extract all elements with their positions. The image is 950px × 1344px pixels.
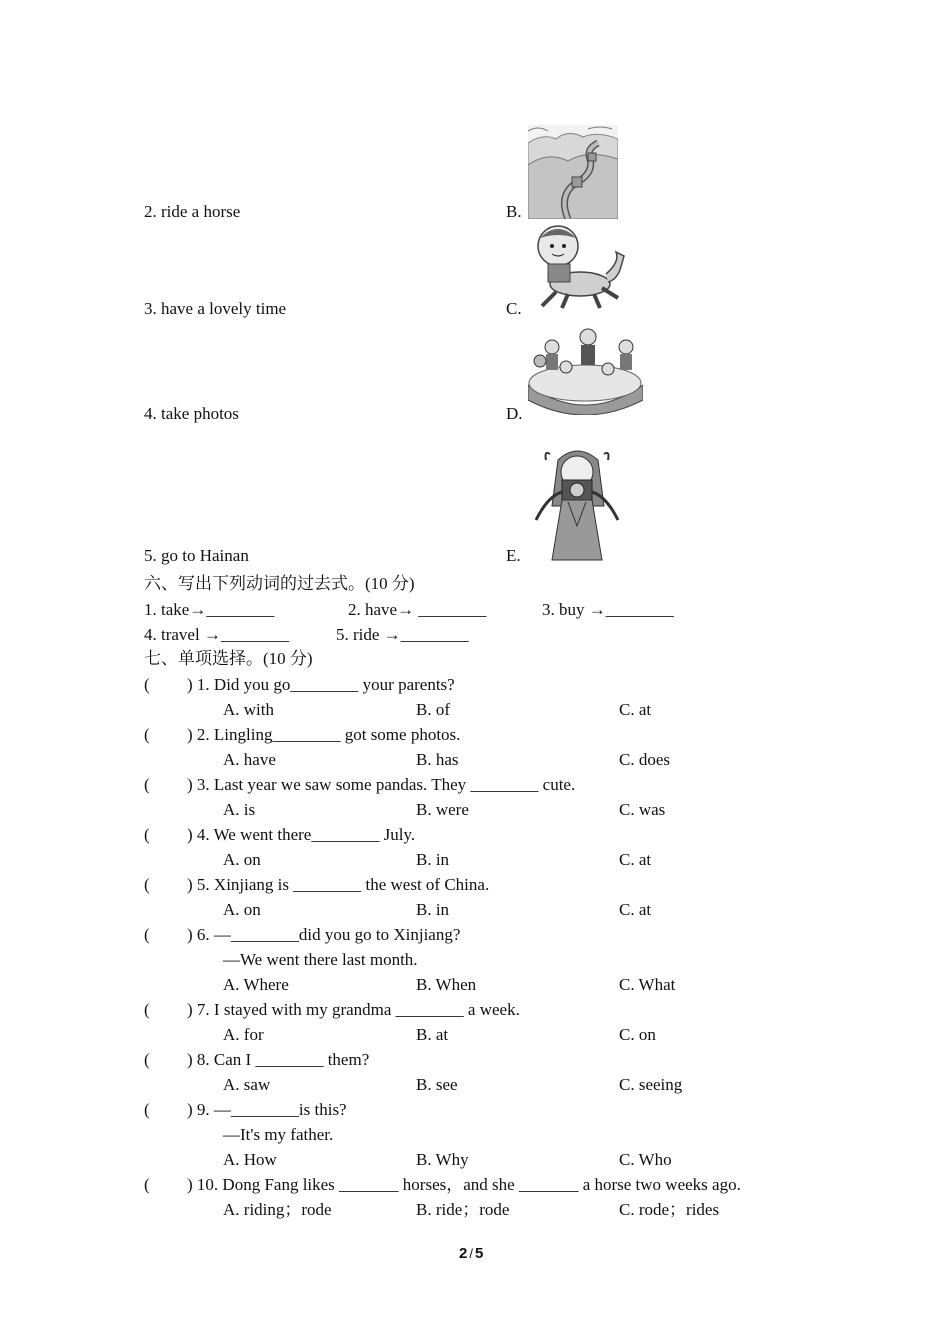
section-title: 七、单项选择。(10 分) (144, 649, 313, 668)
page-number (459, 1244, 483, 1264)
matching-letter: B. (506, 202, 522, 221)
page-separator: / (469, 1246, 473, 1261)
option-c: C. at (619, 900, 652, 919)
answer-bracket[interactable]: ( (144, 1175, 150, 1194)
answer-bracket[interactable]: ( (144, 1050, 150, 1069)
option-b: B. When (416, 975, 477, 994)
matching-phrase: 4. take photos (144, 404, 239, 423)
option-c: C. does (619, 750, 670, 769)
option-a: A. riding；rode (223, 1200, 332, 1219)
answer-bracket[interactable]: ( (144, 925, 150, 944)
past-tense-item: 3. buy →________ (542, 600, 674, 619)
option-c: C. was (619, 800, 666, 819)
question-reply: —We went there last month. (223, 950, 418, 969)
option-b: B. at (416, 1025, 449, 1044)
option-a: A. for (223, 1025, 264, 1044)
option-a: A. on (223, 850, 261, 869)
matching-phrase: 5. go to Hainan (144, 546, 249, 565)
option-b: B. were (416, 800, 469, 819)
page-total: 5 (474, 1245, 484, 1262)
option-b: B. Why (416, 1150, 469, 1169)
question-stem: ) 5. Xinjiang is ________ the west of China. (187, 875, 490, 894)
girl-taking-photo-image (528, 446, 626, 562)
option-c: C. at (619, 850, 652, 869)
past-tense-item: 1. take→________ (144, 600, 275, 619)
option-b: B. of (416, 700, 450, 719)
question-stem: ) 4. We went there________ July. (187, 825, 416, 844)
past-tense-item: 4. travel →________ (144, 625, 289, 644)
option-c: C. rode；rides (619, 1200, 720, 1219)
option-b: B. see (416, 1075, 458, 1094)
past-tense-item: 2. have→ ________ (348, 600, 487, 619)
option-c: C. at (619, 700, 652, 719)
question-stem: ) 10. Dong Fang likes _______ horses，and she _______ a horse two weeks ago. (187, 1175, 741, 1194)
answer-bracket[interactable]: ( (144, 1100, 150, 1119)
option-b: B. in (416, 900, 450, 919)
option-a: A. Where (223, 975, 289, 994)
answer-bracket[interactable]: ( (144, 725, 150, 744)
matching-phrase: 3. have a lovely time (144, 299, 287, 318)
option-c: C. What (619, 975, 676, 994)
option-a: A. with (223, 700, 274, 719)
option-a: A. have (223, 750, 276, 769)
page-current: 2 (459, 1245, 468, 1262)
question-stem: ) 1. Did you go________ your parents? (187, 675, 455, 694)
section-title: 六、写出下列动词的过去式。(10 分) (144, 574, 415, 593)
great-wall-image (528, 125, 618, 219)
matching-phrase: 2. ride a horse (144, 202, 241, 221)
question-reply: —It's my father. (223, 1125, 334, 1144)
question-stem: ) 8. Can I ________ them? (187, 1050, 370, 1069)
past-tense-item: 5. ride →________ (336, 625, 469, 644)
question-stem: ) 2. Lingling________ got some photos. (187, 725, 461, 744)
answer-bracket[interactable]: ( (144, 1000, 150, 1019)
option-c: C. Who (619, 1150, 672, 1169)
answer-bracket[interactable]: ( (144, 825, 150, 844)
option-b: B. ride；rode (416, 1200, 510, 1219)
boy-riding-horse-image (528, 222, 626, 310)
question-stem: ) 9. —________is this? (187, 1100, 347, 1119)
option-a: A. on (223, 900, 261, 919)
option-b: B. has (416, 750, 459, 769)
option-c: C. on (619, 1025, 656, 1044)
option-a: A. is (223, 800, 256, 819)
question-stem: ) 7. I stayed with my grandma ________ a week. (187, 1000, 520, 1019)
matching-letter: E. (506, 546, 521, 565)
option-a: A. saw (223, 1075, 271, 1094)
option-b: B. in (416, 850, 450, 869)
question-stem: ) 6. —________did you go to Xinjiang? (187, 925, 461, 944)
answer-bracket[interactable]: ( (144, 775, 150, 794)
children-playing-music-image (528, 325, 643, 415)
option-a: A. How (223, 1150, 277, 1169)
answer-bracket[interactable]: ( (144, 875, 150, 894)
answer-bracket[interactable]: ( (144, 675, 150, 694)
matching-letter: D. (506, 404, 523, 423)
question-stem: ) 3. Last year we saw some pandas. They ________ cute. (187, 775, 576, 794)
option-c: C. seeing (619, 1075, 683, 1094)
matching-letter: C. (506, 299, 522, 318)
